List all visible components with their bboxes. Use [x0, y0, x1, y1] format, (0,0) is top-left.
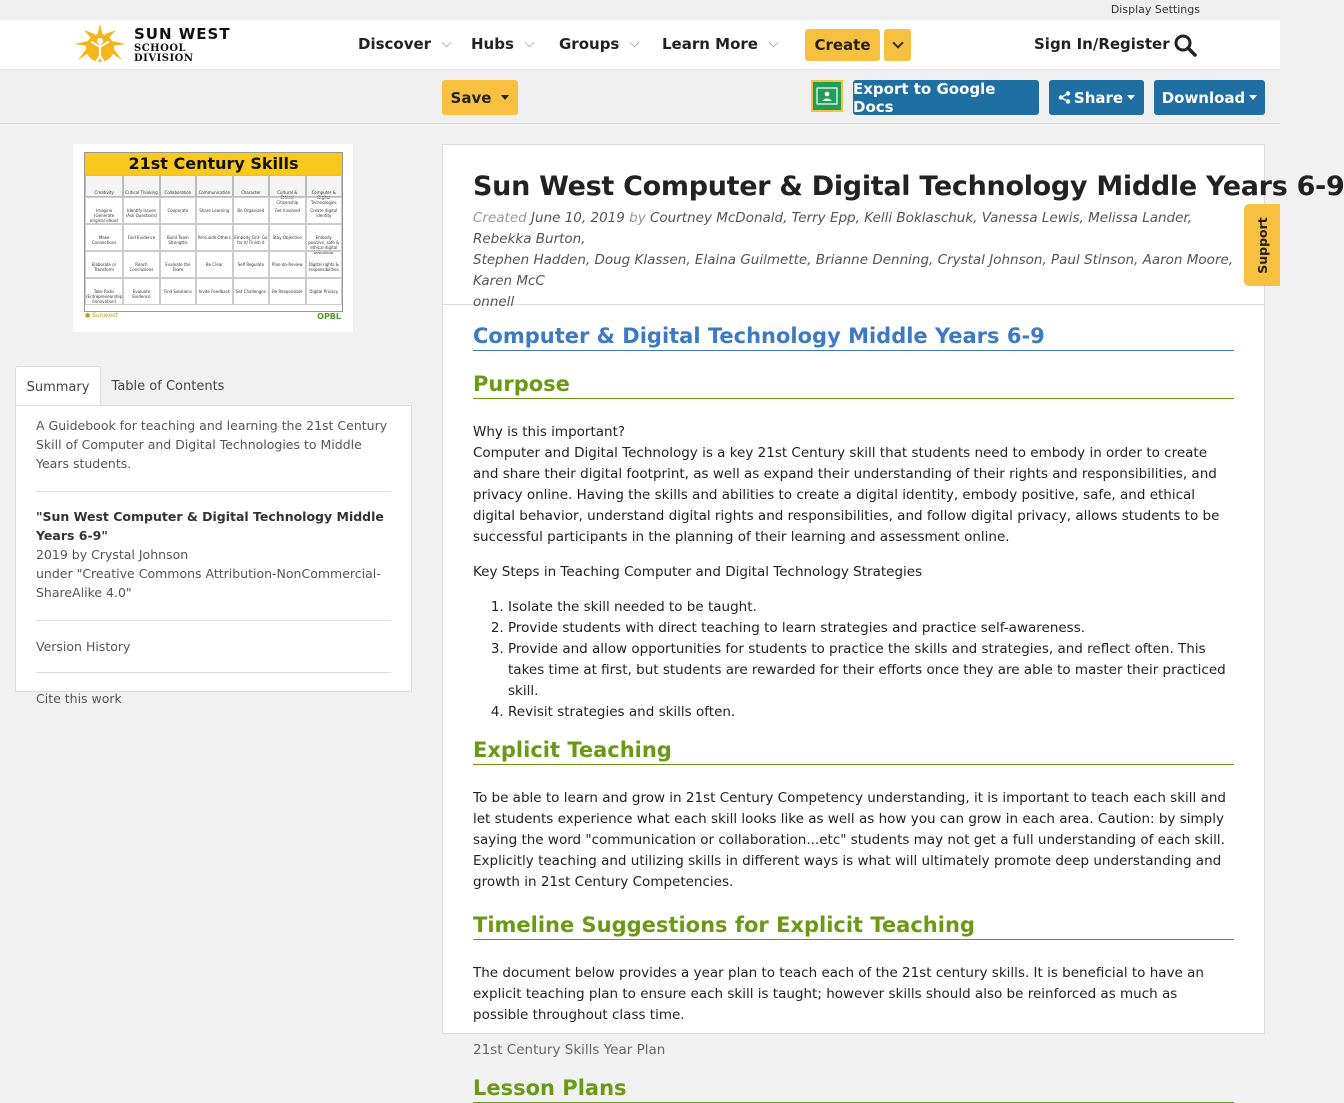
- main-navbar: [0, 20, 1280, 70]
- cover-cell: Invite Feedback: [196, 278, 232, 305]
- cover-cell: Share Learning: [196, 197, 232, 224]
- sun-logo-icon: [70, 22, 130, 68]
- created-label: Created: [473, 210, 527, 226]
- cover-cell: Evaluate Evidence: [123, 278, 159, 305]
- section-heading-purpose: Purpose: [473, 371, 1234, 399]
- sign-in-register-link[interactable]: Sign In/Register: [1034, 35, 1170, 53]
- download-button[interactable]: [1154, 80, 1265, 115]
- authors-line-3[interactable]: onnell: [473, 294, 515, 310]
- create-menu-toggle[interactable]: [884, 29, 911, 61]
- cover-cell: Plan-do-Review: [269, 251, 305, 278]
- citation-block: [36, 492, 391, 621]
- cover-title: 21st Century Skills: [85, 153, 342, 175]
- chevron-down-icon: [769, 37, 779, 47]
- cover-image: [73, 144, 353, 332]
- authors-line-2[interactable]: Stephen Hadden, Doug Klassen, Elaina Guilmette, Brianne Denning, Crystal Johnson, Paul Stinson, Aaron Moore, Karen McC: [473, 252, 1234, 289]
- document-panel: [442, 144, 1344, 1100]
- summary-panel: [15, 405, 412, 706]
- cite-this-work-link[interactable]: Cite this work: [36, 691, 122, 706]
- caret-down-icon: [1249, 95, 1257, 100]
- cover-column-header: Character: [233, 175, 269, 197]
- caret-down-icon: [1127, 95, 1135, 100]
- tab-table-of-contents[interactable]: Table of Contents: [111, 378, 225, 394]
- document-header: [443, 145, 1344, 310]
- section-heading-timeline: Timeline Suggestions for Explicit Teaching: [473, 912, 1234, 940]
- page-title: Sun West Computer & Digital Technology Middle Years 6-9: [473, 171, 1344, 202]
- cover-poster: [84, 152, 343, 312]
- share-icon: [1058, 91, 1071, 104]
- cover-cell: Be Clear: [196, 251, 232, 278]
- sidebar-tabs: [15, 366, 412, 406]
- cover-cell: Build Team Strengths: [160, 224, 196, 251]
- site-logo[interactable]: [70, 20, 240, 70]
- citation-year: 2019 by Crystal Johnson: [36, 547, 189, 562]
- cover-cell: Find Solutions: [160, 278, 196, 305]
- cover-cell: Create digital identity: [306, 197, 342, 224]
- cover-cell: Imagine (Generate original ideas): [85, 197, 123, 224]
- cover-cell: Digital Privacy: [306, 278, 342, 305]
- list-item: 4. Revisit strategies and skills often.: [508, 702, 1234, 723]
- purpose-paragraph: Computer and Digital Technology is a key 21st Century skill that students need to embody in order to create and share their digital footprint, as well as expand their understanding of their rights and responsibilities, and privacy online. Having the skills and abilities to create a digital identity, embody positive, safe, and ethical digital behavior, understand digital rights and responsibilities, and follow digital privacy, allows students to be successful participants in the planning of their learning and assessment online.: [473, 445, 1220, 545]
- key-steps-text: Key Steps in Teaching Computer and Digital Technology Strategies: [473, 564, 923, 580]
- cover-cell: Reach Conclusions: [123, 251, 159, 278]
- chevron-down-icon: [524, 37, 534, 47]
- version-history-link[interactable]: Version History: [36, 621, 391, 673]
- google-classroom-icon[interactable]: [811, 80, 843, 112]
- cover-cell: Set Challenges: [233, 278, 269, 305]
- section-heading-next: Lesson Plans: [473, 1075, 1234, 1103]
- save-button[interactable]: [442, 80, 518, 115]
- cover-cell: Identify Issues (Ask Questions): [123, 197, 159, 224]
- share-button[interactable]: [1049, 80, 1144, 115]
- nav-learn-more-label: Learn More: [662, 35, 758, 53]
- create-button[interactable]: Create: [805, 29, 880, 61]
- nav-groups[interactable]: [559, 35, 638, 53]
- list-item: 3. Provide and allow opportunities for students to practice the skills and strategies, and reflect often. This takes time at first, but students are rewarded for their efforts once they are able to master their practiced skill.: [508, 639, 1234, 702]
- cover-cell: Embody positive, safe & ethical digital behaviour: [306, 224, 342, 251]
- cover-cell: Cooperate: [160, 197, 196, 224]
- nav-learn-more[interactable]: [662, 35, 777, 53]
- cover-footer: [85, 312, 341, 322]
- created-date: June 10, 2019: [531, 210, 625, 226]
- cover-cell: Elaborate or Transform: [85, 251, 123, 278]
- nav-groups-label: Groups: [559, 35, 620, 53]
- why-important-text: Why is this important?: [473, 424, 626, 440]
- document-meta: [473, 208, 1234, 313]
- caret-down-icon: [501, 95, 509, 100]
- cover-cell: Digital rights & responsibilities: [306, 251, 342, 278]
- list-item: 1. Isolate the skill needed to be taught.: [508, 597, 1234, 618]
- by-label: by: [629, 210, 646, 226]
- chevron-down-icon: [442, 37, 452, 47]
- display-settings-link[interactable]: Display Settings: [1110, 3, 1200, 16]
- cover-cell: Take Risks (Entrepreneurship /Innovation): [85, 278, 123, 305]
- download-button-label: Download: [1161, 88, 1246, 107]
- cover-column-header: Computer & Digital Technologies: [306, 175, 342, 197]
- brand-text: [134, 24, 240, 64]
- cover-cell: Persuade Others: [196, 224, 232, 251]
- list-item: 2. Provide students with direct teaching to learn strategies and practice self-awareness.: [508, 618, 1234, 639]
- chevron-down-icon: [630, 37, 640, 47]
- citation-license: under "Creative Commons Attribution-NonCommercial-ShareAlike 4.0": [36, 566, 381, 600]
- save-button-label: Save: [450, 88, 492, 107]
- tab-summary[interactable]: Summary: [15, 366, 101, 407]
- cover-cell: Be Responsible: [269, 278, 305, 305]
- cover-column-header: Communication: [196, 175, 232, 197]
- cover-cell: Evaluate the Team: [160, 251, 196, 278]
- brand-line-2: SCHOOL DIVISION: [134, 42, 194, 64]
- cover-cell: Stay Objective: [269, 224, 305, 251]
- authors-line-1[interactable]: Courtney McDonald, Terry Epp, Kelli Boklaschuk, Vanessa Lewis, Melissa Lander, Rebekka Burton,: [473, 210, 1193, 247]
- nav-discover[interactable]: [358, 35, 450, 53]
- explicit-teaching-paragraph: To be able to learn and grow in 21st Century Competency understanding, it is important to teach each skill and let students experience what each skill looks like as well as how you can grow in each area. Caution: by simply saying the word "communication or collaboration...etc" students may not get a full understanding of each skill. Explicitly teaching and utilizing skills in different ways is what will ultimately promote deep understanding and growth in 21st Century Competencies.: [473, 790, 1226, 890]
- summary-description: A Guidebook for teaching and learning the 21st Century Skill of Computer and Digital Technologies to Middle Years students.: [36, 416, 391, 492]
- brand-line-1: SUN WEST: [134, 24, 231, 43]
- support-label: Support: [1254, 216, 1270, 274]
- cover-cell: Make Connections: [85, 224, 123, 251]
- document-body: [443, 305, 1264, 1103]
- steps-list: [508, 597, 1234, 723]
- cover-skills-grid: [85, 175, 342, 305]
- cover-column-header: Critical Thinking: [123, 175, 159, 197]
- year-plan-link[interactable]: 21st Century Skills Year Plan: [473, 1042, 666, 1058]
- cover-column-header: Cultural & Ethical Citizenship: [269, 175, 305, 197]
- cover-cell: Get Involved: [269, 197, 305, 224]
- nav-hubs-label: Hubs: [471, 35, 514, 53]
- timeline-paragraph: The document below provides a year plan to teach each of the 21st century skills. It is beneficial to have an explicit teaching plan to ensure each skill is taught; however skills should also be reinforced as much as possible throughout class time.: [473, 965, 1204, 1023]
- cover-footer-logo: ● Sunwest: [85, 312, 118, 319]
- cover-cell: Self Regulate: [233, 251, 269, 278]
- resource-toolbar: [0, 70, 1280, 124]
- cover-cell: Find Evidence: [123, 224, 159, 251]
- export-google-docs-button[interactable]: Export to Google Docs: [853, 80, 1039, 115]
- share-button-label: Share: [1073, 88, 1124, 107]
- chevron-down-icon: [892, 37, 903, 48]
- top-strip: [0, 0, 1280, 20]
- cover-column-header: Collaboration: [160, 175, 196, 197]
- section-heading-main: Computer & Digital Technology Middle Years 6-9: [473, 323, 1234, 351]
- cover-cell: Embody Grit- Go for it/ Finish it: [233, 224, 269, 251]
- cover-cell: Be Organized: [233, 197, 269, 224]
- opbl-logo: OPBL: [317, 312, 341, 321]
- search-icon[interactable]: [1173, 33, 1197, 57]
- nav-discover-label: Discover: [358, 35, 432, 53]
- cover-column-header: Creativity: [85, 175, 123, 197]
- support-tab[interactable]: [1244, 204, 1280, 286]
- citation-title: "Sun West Computer & Digital Technology Middle Years 6-9": [36, 509, 384, 543]
- nav-hubs[interactable]: [471, 35, 533, 53]
- section-heading-explicit-teaching: Explicit Teaching: [473, 737, 1234, 765]
